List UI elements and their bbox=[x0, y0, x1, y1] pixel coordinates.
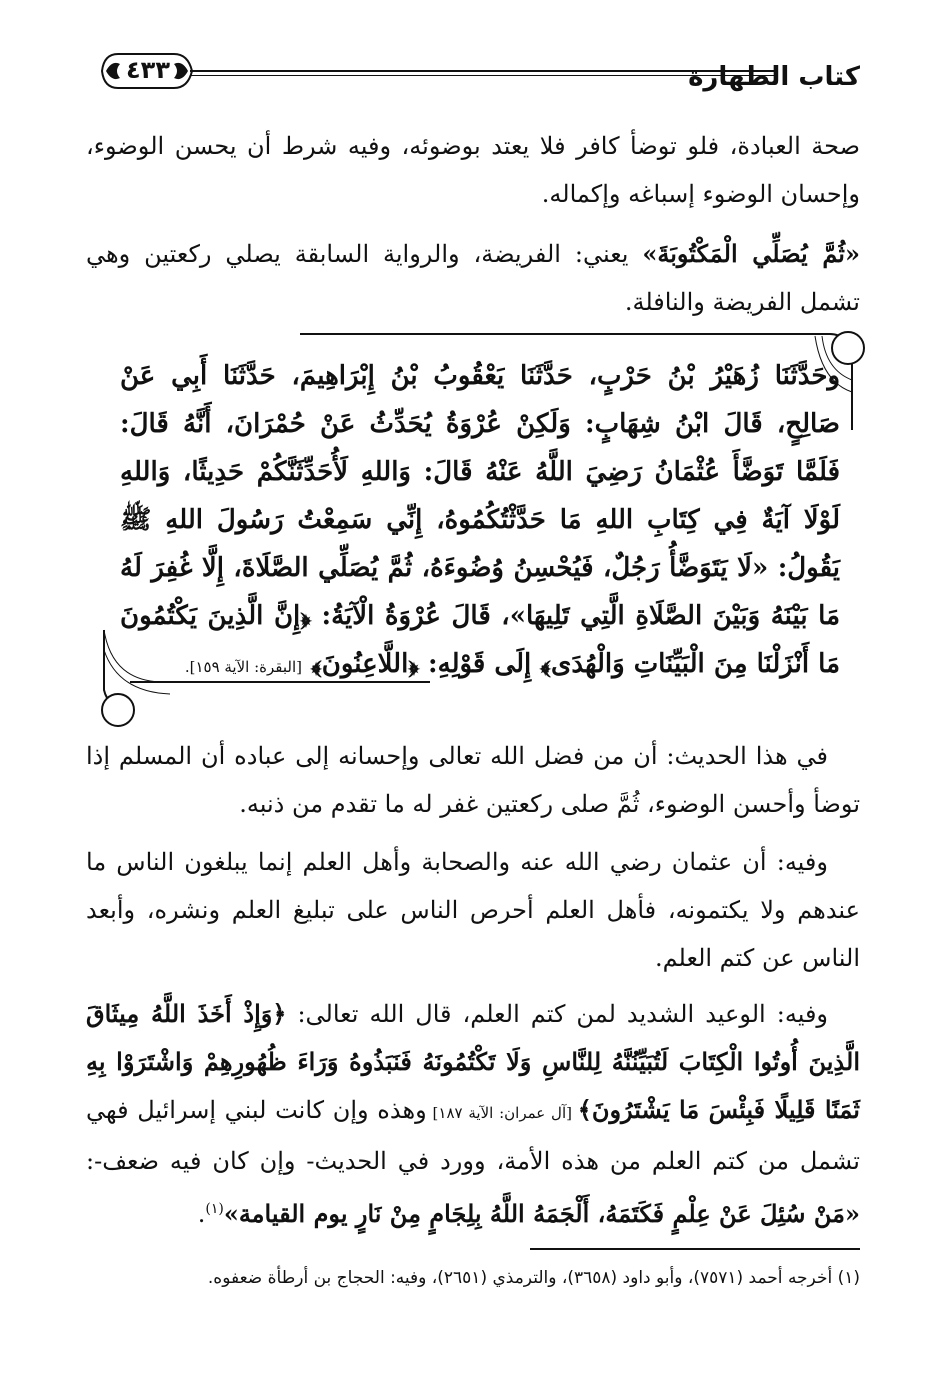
commentary-3-end: . bbox=[197, 1200, 206, 1228]
hadith-reference: [البقرة: الآية ١٥٩]. bbox=[184, 658, 302, 676]
hadith-text bbox=[120, 352, 840, 691]
commentary-1: في هذا الحديث: أن من فضل الله تعالى وإحسانه إلى عباده أن المسلم إذا توضأ وأحسن الوضوء، ثُمَّ صلى ركعتين غفر له ما تقدم من ذنبه. bbox=[86, 742, 860, 818]
footnote: (١) أخرجه أحمد (٧٥٧١)، وأبو داود (٣٦٥٨)، والترمذي (٢٦٥١)، وفيه: الحجاج بن أرطأة ضعفوه. bbox=[207, 1268, 860, 1288]
commentary-3-middle: وهذه وإن كانت لبني إسرائيل فهي تشمل من كتم العلم من هذه الأمة، وورد في الحديث- وإن كان فيه ضعف-: bbox=[86, 1096, 860, 1175]
commentary-3-intro: وفيه: الوعيد الشديد لمن كتم العلم، قال الله تعالى: bbox=[286, 1000, 829, 1028]
page-number-ornament bbox=[100, 50, 195, 92]
footnote-rule bbox=[530, 1248, 860, 1250]
quote-text: «ثُمَّ يُصَلِّي الْمَكْتُوبَةَ» bbox=[642, 239, 860, 268]
commentary-3 bbox=[86, 990, 860, 1238]
verse-reference: [آل عمران: الآية ١٨٧] bbox=[426, 1104, 578, 1122]
paragraph-2 bbox=[86, 230, 860, 326]
paragraph-1: صحة العبادة، فلو توضأ كافر فلا يعتد بوضوئه، وفيه شرط أن يحسن الوضوء، وإحسان الوضوء إسباغه وإكماله. bbox=[86, 132, 860, 208]
hadith-body: وحَدَّثَنَا زُهَيْرُ بْنُ حَرْبٍ، حَدَّثَنَا يَعْقُوبُ بْنُ إِبْرَاهِيمَ، حَدَّثَنَا أَبِي عَنْ صَالِحٍ، قَالَ ابْنُ شِهَابٍ: وَلَكِنْ عُرْوَةُ يُحَدِّثُ عَنْ حُمْرَانَ، أَنَّهُ قَالَ: فَلَمَّا تَوَضَّأَ عُثْمَانُ رَضِيَ اللَّهُ عَنْهُ قَالَ: وَاللهِ لَأُحَدِّثَنَّكُمْ حَدِيثًا، وَاللهِ لَوْلَا آيَةٌ فِي كِتَابِ اللهِ مَا حَدَّثْتُكُمُوهُ، إِنِّي سَمِعْتُ رَسُولَ اللهِ ﷺ يَقُولُ: «لَا يَتَوَضَّأُ رَجُلٌ، فَيُحْسِنُ وُضُوءَهُ، ثُمَّ يُصَلِّي الصَّلَاةَ، إِلَّا غُفِرَ لَهُ مَا بَيْنَهُ وَبَيْنَ الصَّلَاةِ الَّتِي تَلِيهَا»، قَالَ عُرْوَةُ الْآيَةُ: ﴿إِنَّ الَّذِينَ يَكْتُمُونَ مَا أَنْزَلْنَا مِنَ الْبَيِّنَاتِ وَالْهُدَى﴾ إِلَى قَوْلِهِ: ﴿اللَّاعِنُونَ﴾ bbox=[120, 361, 840, 679]
footnote-marker: (١) bbox=[205, 1201, 224, 1217]
commentary-2: وفيه: أن عثمان رضي الله عنه والصحابة وأهل العلم إنما يبلغون الناس ما عندهم ولا يكتمونه، فأهل العلم أحرص الناس على تبليغ العلم ونشره، وأبعد الناس عن كتم العلم. bbox=[86, 848, 860, 972]
page-number: ٤٣٣ bbox=[126, 56, 170, 84]
paragraph-2-rest: يعني: الفريضة، والرواية السابقة يصلي ركعتين وهي تشمل الفريضة والنافلة. bbox=[86, 240, 860, 316]
quran-verse: ﴿وَإِذْ أَخَذَ اللَّهُ مِيثَاقَ الَّذِينَ أُوتُوا الْكِتَابَ لَتُبَيِّنُنَّهُ لِلنَّاسِ وَلَا تَكْتُمُونَهُ فَنَبَذُوهُ وَرَاءَ ظُهُورِهِمْ وَاشْتَرَوْا بِهِ ثَمَنًا قَلِيلًا فَبِئْسَ مَا يَشْتَرُونَ﴾ bbox=[86, 999, 860, 1124]
weak-hadith-quote: «مَنْ سُئِلَ عَنْ عِلْمٍ فَكَتَمَهُ، أَلْجَمَهُ اللَّهُ بِلِجَامٍ مِنْ نَارٍ يوم القيامة» bbox=[223, 1199, 860, 1228]
running-head: كتاب الطهارة bbox=[688, 62, 860, 92]
